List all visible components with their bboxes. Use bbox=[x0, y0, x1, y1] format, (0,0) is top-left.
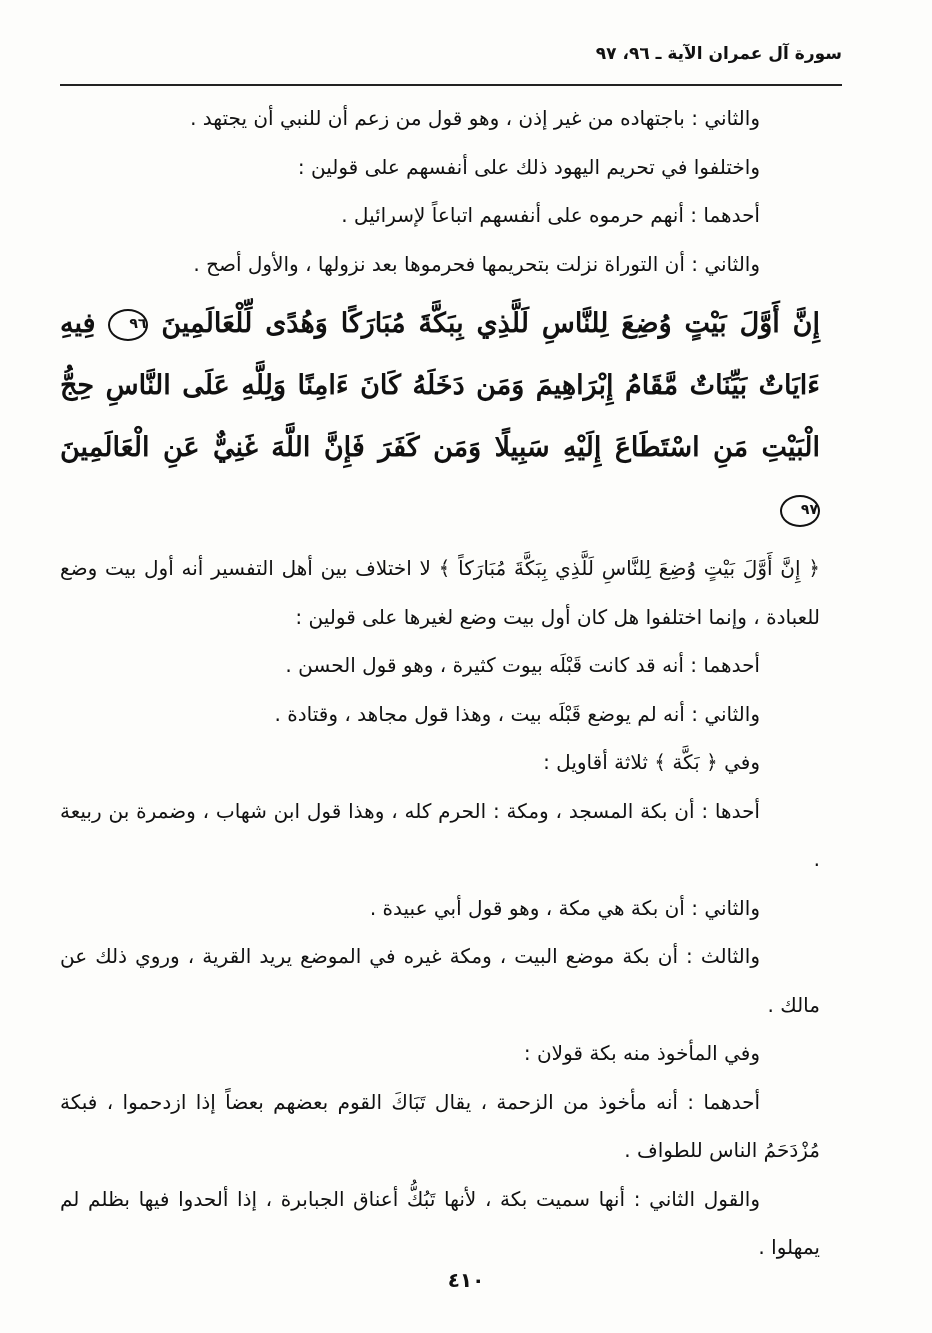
paragraph: أحدهما : أنهم حرموه على أنفسهم اتباعاً لإسرائيل . bbox=[341, 203, 760, 227]
running-header-title: سورة آل عمران الآية ـ ٩٦، ٩٧ bbox=[595, 44, 842, 64]
header-divider bbox=[60, 84, 842, 86]
paragraph: وفي المأخوذ منه بكة قولان : bbox=[523, 1041, 760, 1065]
ayah-number-marker: ٩٦ bbox=[108, 309, 148, 341]
quran-verse bbox=[60, 293, 820, 541]
paragraph: ﴿ إِنَّ أَوَّلَ بَيْتٍ وُضِعَ لِلنَّاسِ لَلَّذِي بِبَكَّةَ مُبَارَكاً ﴾ لا اختلاف بين أهل التفسير أنه أول بيت وضع للعبادة ، وإنما اختلفوا هل كان أول بيت وضع لغيرها على قولين : bbox=[60, 556, 820, 629]
paragraph: والثاني : باجتهاده من غير إذن ، وهو قول من زعم أن للنبي أن يجتهد . bbox=[190, 106, 760, 130]
paragraph: أحدها : أن بكة المسجد ، ومكة : الحرم كله ، وهذا قول ابن شهاب ، وضمرة بن ربيعة . bbox=[60, 798, 820, 871]
paragraph: والثاني : أنه لم يوضع قَبْلَه بيت ، وهذا قول مجاهد ، وقتادة . bbox=[274, 701, 760, 726]
ayah-number-marker: ٩٧ bbox=[780, 495, 820, 527]
paragraph: واختلفوا في تحريم اليهود ذلك على أنفسهم على قولين : bbox=[297, 154, 760, 179]
paragraph: والثاني : أن بكة هي مكة ، وهو قول أبي عبيدة . bbox=[369, 895, 760, 920]
paragraph: والثاني : أن التوراة نزلت بتحريمها فحرموها بعد نزولها ، والأول أصح . bbox=[193, 251, 760, 276]
paragraph: والثالث : أن بكة موضع البيت ، ومكة غيره في الموضع يريد القرية ، وروي ذلك عن مالك . bbox=[60, 944, 820, 1017]
paragraph: أحدهما : أنه مأخوذ من الزحمة ، يقال تَبَاكَ القوم بعضهم بعضاً إذا ازدحموا ، فبكة مُزْدَحَمُ الناس للطواف . bbox=[60, 1089, 820, 1162]
verse-text-97: فِيهِ ءَايَاتٌ بَيِّنَاتٌ مَّقَامُ إِبْرَاهِيمَ وَمَن دَخَلَهُ كَانَ ءَامِنًا وَلِلَّهِ عَلَى النَّاسِ حِجُّ الْبَيْتِ مَنِ اسْتَطَاعَ إِلَيْهِ سَبِيلًا وَمَن كَفَرَ فَإِنَّ اللَّهَ غَنِيٌّ عَنِ الْعَالَمِينَ bbox=[60, 308, 820, 463]
paragraph: أحدهما : أنه قد كانت قَبْلَه بيوت كثيرة ، وهو قول الحسن . bbox=[285, 653, 760, 677]
verse-text-96: إِنَّ أَوَّلَ بَيْتٍ وُضِعَ لِلنَّاسِ لَلَّذِي بِبَكَّةَ مُبَارَكًا وَهُدًى لِّلْعَالَمِينَ bbox=[161, 308, 820, 339]
paragraph: وفي ﴿ بَكَّة ﴾ ثلاثة أقاويل : bbox=[543, 750, 760, 774]
page-body bbox=[60, 94, 820, 1272]
paragraph: والقول الثاني : أنها سميت بكة ، لأنها تَبُكُّ أعناق الجبابرة ، إذا ألحدوا فيها بظلم لم يمهلوا . bbox=[60, 1186, 820, 1259]
page-number: ٤١٠ bbox=[447, 1268, 485, 1292]
